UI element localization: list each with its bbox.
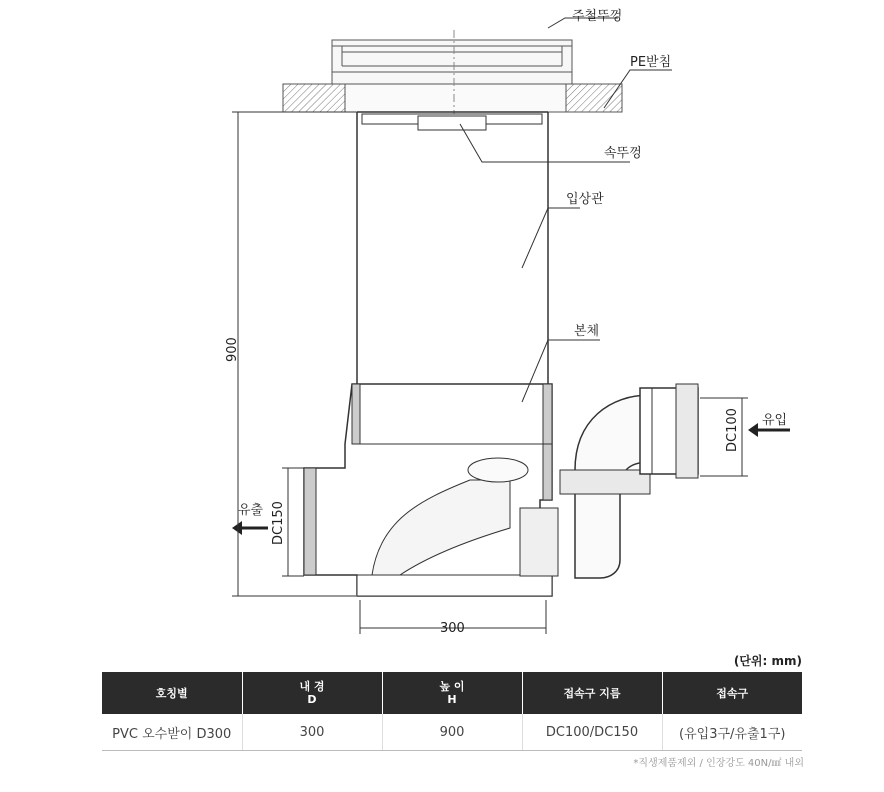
header-connection-diameter: 접속구 지름 xyxy=(522,672,662,714)
footnote: *직생제품제외 / 인장강도 40N/㎟ 내외 xyxy=(633,758,804,769)
table-header-row xyxy=(102,672,802,714)
inflow-elbow xyxy=(560,384,698,578)
cast-iron-cover xyxy=(332,40,572,84)
cell-name: PVC 오수받이 D300 xyxy=(102,714,242,751)
table-row xyxy=(102,714,802,751)
width-value: 300 xyxy=(440,621,465,636)
label-inner-cover: 속뚜껑 xyxy=(604,146,642,161)
label-pe-support: PE받침 xyxy=(630,55,672,70)
outflow-arrow xyxy=(232,521,268,535)
header-connections: 접속구 xyxy=(662,672,802,714)
header-inner-diameter: 내 경 D xyxy=(242,672,382,714)
label-body: 본체 xyxy=(574,324,600,339)
label-inflow: 유입 xyxy=(762,413,788,428)
label-outflow: 유출 xyxy=(238,503,264,518)
label-riser-pipe: 입상관 xyxy=(566,192,604,207)
riser-pipe xyxy=(357,112,548,384)
cell-inner-diameter: 300 xyxy=(242,714,382,751)
cell-connections: (유입3구/유출1구) xyxy=(662,714,802,751)
cell-connection-diameter: DC100/DC150 xyxy=(522,714,662,751)
header-name: 호칭별 xyxy=(102,672,242,714)
pe-support xyxy=(283,84,622,112)
label-outflow-size: DC150 xyxy=(271,501,286,545)
spec-table xyxy=(102,672,802,751)
cell-height: 900 xyxy=(382,714,522,751)
header-height: 높 이 H xyxy=(382,672,522,714)
unit-label: (단위: mm) xyxy=(733,654,802,668)
inflow-dimension xyxy=(700,398,748,476)
sewer-body xyxy=(304,384,558,596)
label-cast-iron-cover: 주철뚜껑 xyxy=(572,9,623,24)
height-value: 900 xyxy=(225,337,240,362)
label-inflow-size: DC100 xyxy=(725,408,740,452)
